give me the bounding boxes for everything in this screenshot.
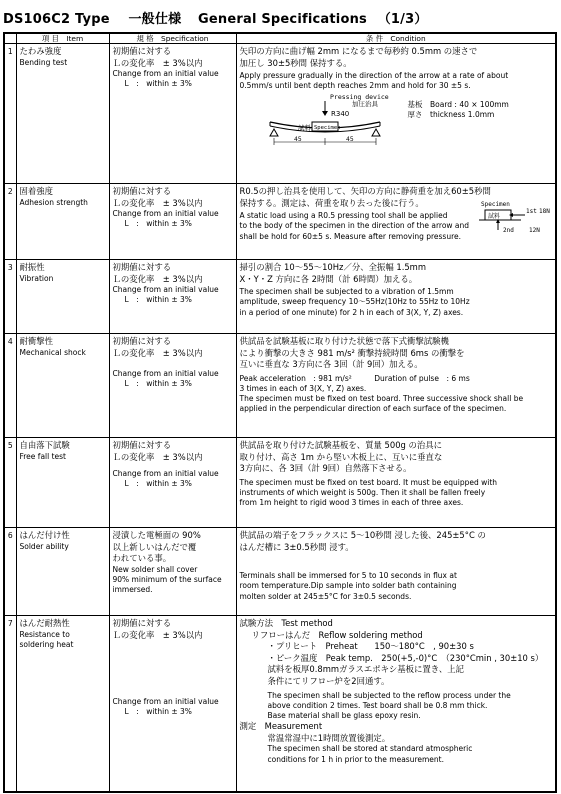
board-thickness: 厚さ thickness 1.0mm (407, 109, 495, 119)
spec-jp1: 初期値に対する (112, 46, 172, 56)
fig-45b-label: 45 (345, 135, 354, 143)
spec-en1: Change from an initial value (112, 697, 219, 707)
cond-en1: Apply pressure gradually in the direction of the arrow at a rate of about (239, 71, 509, 81)
cond-jp2: 取り付け、高さ 1m から堅い木板上に、互いに垂直な (239, 451, 443, 462)
spec-jp1: 初期値に対する (112, 186, 172, 196)
cond-jp1: 矢印の方向に曲げ幅 2mm になるまで毎秒約 0.5mm の速さで (239, 46, 478, 56)
spec-cell (109, 438, 236, 528)
fig-2nd-label: 2nd (503, 227, 514, 234)
header-cond: 条 件 Condition (236, 33, 556, 44)
cond-en-board: above condition 2 times. Test board shall be 0.8 mm thick. (267, 700, 488, 710)
spec-cell (109, 184, 236, 260)
spec-jp2: Ｌの変化率 ± 3%以内 (112, 629, 203, 640)
item-en1: Resistance to (19, 629, 70, 639)
cond-jp1: 掃引の割合 10～55～10Hz／分、全振幅 1.5mm (239, 262, 426, 272)
cond-jp2: X・Y・Z 方向に各 2時間（計 6時間）加える。 (239, 273, 418, 284)
title-page: （1/3） (377, 12, 428, 27)
item-en: Mechanical shock (19, 347, 86, 357)
spec-en1: Change from an initial value (112, 369, 219, 379)
row-number: 2 (4, 184, 16, 260)
cond-en4: applied in the perpendicular direction of each surface of the specimen. (239, 404, 507, 414)
cond-jp3: 互いに垂直な 3方向に各 3回（計 9回）加える。 (239, 359, 423, 370)
spec-en2: L : within ± 3% (124, 79, 192, 89)
cond-en2: amplitude, sweep frequency 10～55Hz(10Hz to 55Hz to 10Hz (239, 297, 470, 307)
page-title (3, 8, 434, 27)
condition-cell (236, 438, 556, 528)
header-row (4, 33, 556, 44)
condition-cell (236, 44, 556, 184)
adhesion-diagram (477, 198, 551, 234)
item-cell (16, 334, 109, 438)
cond-en-reflow: The specimen shall be subjected to the reflow process under the (267, 690, 511, 700)
cond-measurement: 測定 Measurement (239, 721, 323, 732)
cond-en2: 0.5mm/s until bent depth reaches 2mm and hold for 30 ±5 s. (239, 81, 471, 91)
cond-jp2: 加圧し 30±5秒間 保持する。 (239, 57, 352, 68)
item-jp: 自由落下試験 (19, 440, 70, 450)
spec-cell (109, 334, 236, 438)
item-cell (16, 438, 109, 528)
cond-test-method: 試験方法 Test method (239, 618, 333, 628)
condition-cell (236, 616, 556, 792)
cond-en3: The specimen must be fixed on test board. Three successive shock shall be (239, 394, 524, 404)
item-en: Solder ability (19, 541, 69, 551)
fig-45a-label: 45 (293, 135, 302, 143)
row-number: 5 (4, 438, 16, 528)
table-row (4, 438, 556, 528)
bending-diagram (240, 92, 410, 148)
spec-table (3, 32, 557, 793)
spec-en1: New solder shall cover (112, 564, 198, 574)
item-jp: はんだ耐熱性 (19, 618, 70, 628)
cond-en2: instruments of which weight is 500g. Then it shall be fallen freely (239, 487, 486, 497)
header-spec: 規 格 Specification (109, 33, 236, 44)
spec-jp1: 初期値に対する (112, 618, 172, 628)
fig-radius-label: R340 (330, 109, 349, 118)
item-cell (16, 184, 109, 260)
item-jp: 耐衝撃性 (19, 336, 53, 346)
fig-specimen-label: Specimen (481, 201, 510, 208)
item-en: Adhesion strength (19, 197, 88, 207)
spec-cell (109, 260, 236, 334)
item-cell (16, 44, 109, 184)
fig-18n-label: 18N (539, 208, 550, 215)
item-jp: 耐振性 (19, 262, 45, 272)
row-number: 7 (4, 616, 16, 792)
item-cell (16, 260, 109, 334)
cond-en1: Peak acceleration : 981 m/s² Duration of pulse : 6 ms (239, 373, 470, 383)
item-en: Free fall test (19, 451, 66, 461)
cond-en1: The specimen shall be subjected to a vibration of 1.5mm (239, 287, 454, 297)
item-jp: たわみ強度 (19, 46, 62, 56)
cond-en-base: Base material shall be glass epoxy resin. (267, 710, 421, 720)
fig-1st-label: 1st (526, 208, 537, 215)
cond-en2: to the body of the specimen in the direction of the arrow and (239, 221, 470, 231)
cond-jp2: により衝撃の大きさ 981 m/s² 衝撃持続時間 6ms の衝撃を (239, 347, 465, 358)
item-en: Vibration (19, 273, 54, 283)
item-jp: 固着強度 (19, 186, 53, 196)
fig-device-jp-label: 加圧治具 (351, 99, 378, 108)
spec-jp2: Ｌの変化率 ± 3%以内 (112, 57, 203, 68)
cond-en3: molten solder at 245±5°C for 3±0.5 seconds. (239, 591, 412, 601)
cond-jp2: はんだ槽に 3±0.5秒間 浸す。 (239, 541, 354, 552)
row-number: 4 (4, 334, 16, 438)
table-row (4, 44, 556, 184)
cond-en3: in a period of one minute) for 2 h in each of 3(X, Y, Z) axes. (239, 307, 464, 317)
cond-en1: A static load using a R0.5 pressing tool shall be applied (239, 211, 448, 221)
table-row (4, 184, 556, 260)
spec-jp2: Ｌの変化率 ± 3%以内 (112, 273, 203, 284)
title-jp: 一般仕様 (128, 12, 182, 27)
spec-jp1: 初期値に対する (112, 440, 172, 450)
spec-en1: Change from an initial value (112, 69, 219, 79)
spec-en2: 90% minimum of the surface (112, 574, 222, 584)
row-number: 6 (4, 528, 16, 616)
title-model: DS106C2 Type (3, 12, 110, 27)
fig-specimen-label: Specimen (313, 124, 340, 131)
spec-en2: L : within ± 3% (124, 219, 192, 229)
cond-en3: from 1m height to rigid wood 3 times in each of three axes. (239, 498, 464, 508)
header-no (4, 33, 16, 44)
cond-en-store2: conditions for 1 h in prior to the measurement. (267, 754, 444, 764)
condition-cell (236, 528, 556, 616)
item-en2: soldering heat (19, 639, 74, 649)
spec-jp1: 浸漬した電極面の 90% (112, 530, 201, 540)
cond-en3: shall be hold for 60±5 s. Measure after removing pressure. (239, 231, 462, 241)
cond-jp-twice: 条件にてリフロー炉を2回通す。 (267, 675, 390, 686)
spec-en2: L : within ± 3% (124, 295, 192, 305)
item-cell (16, 528, 109, 616)
spec-en1: Change from an initial value (112, 285, 219, 295)
title-en: General Specifications (198, 12, 367, 27)
spec-jp1: 初期値に対する (112, 336, 172, 346)
cond-en-store1: The specimen shall be stored at standard atmospheric (267, 744, 473, 754)
table-row (4, 334, 556, 438)
cond-jp1: 供試品の端子をフラックスに 5～10秒間 浸した後、245±5°C の (239, 530, 486, 540)
item-jp: はんだ付け性 (19, 530, 70, 540)
spec-jp3: われている事。 (112, 553, 172, 564)
cond-jp1: 供試品を取り付けた試験基板を、質量 500g の治具に (239, 440, 442, 450)
condition-cell (236, 260, 556, 334)
fig-sample-label: 試料 (297, 123, 311, 132)
fig-device-label: Pressing device (329, 92, 389, 101)
table-row (4, 616, 556, 792)
cond-reflow: リフローはんだ Reflow soldering method (251, 629, 423, 640)
row-number: 3 (4, 260, 16, 334)
spec-en2: L : within ± 3% (124, 479, 192, 489)
cond-en1: The specimen must be fixed on test board. It must be equipped with (239, 477, 498, 487)
row-number: 1 (4, 44, 16, 184)
header-item: 項 目 Item (16, 33, 109, 44)
bending-figure (240, 92, 553, 146)
cond-en1: Terminals shall be immersed for 5 to 10 seconds in flux at (239, 571, 457, 581)
spec-jp2: 以上新しいはんだで覆 (112, 541, 197, 552)
spec-cell (109, 44, 236, 184)
cond-jp1: R0.5の押し治具を使用して、矢印の方向に静荷重を加え60±5秒間 (239, 186, 491, 196)
table-row (4, 260, 556, 334)
cond-jp-board: 試料を板厚0.8mmガラスエポキシ基板に置き、上記 (267, 664, 464, 675)
cond-preheat: ・プリヒート Preheat 150～180°C , 90±30 s (267, 641, 474, 652)
board-size: 基板 Board : 40 × 100mm (407, 99, 509, 109)
spec-cell (109, 528, 236, 616)
spec-en1: Change from an initial value (112, 469, 219, 479)
item-cell (16, 616, 109, 792)
spec-cell (109, 616, 236, 792)
cond-jp-store: 常温常湿中に1時間放置後測定。 (267, 732, 391, 743)
fig-12n-label: 12N (529, 227, 540, 234)
spec-en2: L : within ± 3% (124, 379, 192, 389)
cond-en2: 3 times in each of 3(X, Y, Z) axes. (239, 383, 367, 393)
spec-jp2: Ｌの変化率 ± 3%以内 (112, 197, 203, 208)
fig-sample-label: 試料 (488, 213, 501, 220)
spec-jp2: Ｌの変化率 ± 3%以内 (112, 451, 203, 462)
cond-en2: room temperature.Dip sample into solder bath containing (239, 581, 457, 591)
condition-cell (236, 184, 556, 260)
spec-en3: immersed. (112, 585, 153, 595)
spec-jp1: 初期値に対する (112, 262, 172, 272)
spec-en2: L : within ± 3% (124, 707, 192, 717)
cond-jp1: 供試品を試験基板に取り付けた状態で落下式衝撃試験機 (239, 336, 449, 346)
table-row (4, 528, 556, 616)
spec-jp2: Ｌの変化率 ± 3%以内 (112, 347, 203, 358)
cond-jp2: 保持する。測定は、荷重を取り去った後に行う。 (239, 197, 424, 208)
item-en: Bending test (19, 57, 68, 67)
condition-cell (236, 334, 556, 438)
spec-en1: Change from an initial value (112, 209, 219, 219)
cond-peak: ・ピーク温度 Peak temp. 250(+5,-0)°C （230°Cmin , 30±10 s） (267, 652, 544, 663)
cond-jp3: 3方向に、各 3回（計 9回）自然落下させる。 (239, 463, 412, 474)
